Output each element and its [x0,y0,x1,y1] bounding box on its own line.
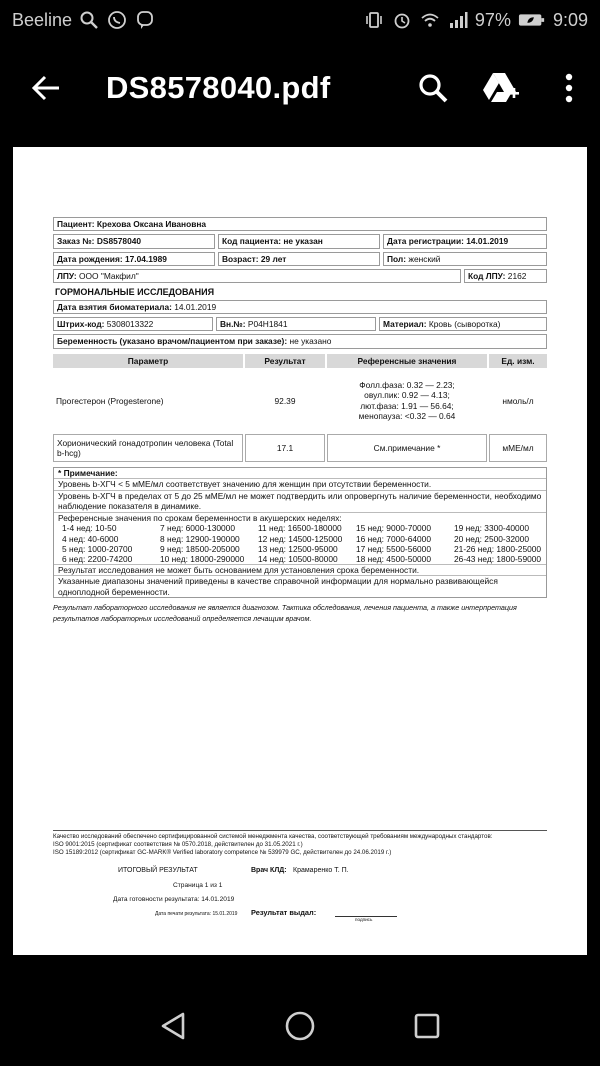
carrier-name: Beeline [12,9,73,30]
week-range: 14 нед: 10500-80000 [258,553,338,564]
viber-icon [134,9,156,31]
search-status-icon [78,9,100,31]
week-range: 8 нед: 12900-190000 [160,533,240,544]
header-ref: Референсные значения [327,354,487,368]
sample-date-field: Дата взятия биоматериала: 14.01.2019 [53,300,547,314]
week-range: 1-4 нед: 10-50 [62,523,117,534]
pregnancy-field: Беременность (указано врачом/пациентом при заказе): не указано [53,334,547,348]
print-date: Дата печати результата: 15.01.2019 [155,911,238,917]
week-range: 19 нед: 3300-40000 [454,523,529,534]
row-param: Хорионический гонадотропин человека (Total b-hcg) [53,434,243,462]
lab-report [53,217,547,624]
pdf-page[interactable] [13,147,587,955]
notes-title: * Примечание: [54,468,546,480]
row-param: Прогестерон (Progesterone) [56,395,164,406]
week-range: 17 нед: 5500-56000 [356,543,431,554]
arrow-back-icon [31,73,61,103]
week-range: 6 нед: 2200-74200 [62,553,133,564]
week-range: 7 нед: 6000-130000 [160,523,235,534]
notes-box [53,467,547,598]
header-param: Параметр [53,354,243,368]
birth-date-field: Дата рождения: 17.04.1989 [53,252,215,266]
note-line: Уровень b-ХГЧ в пределах от 5 до 25 мМЕ/мл не может подтвердить или опровергнуть наличие беременности, необходимо наблюдение показателя в динамике. [54,491,546,513]
clock: 9:09 [552,9,588,30]
sex-field: Пол: женский [383,252,547,266]
week-range: 11 нед: 16500-180000 [258,523,342,534]
signal-icon [447,9,469,31]
row-unit: нмоль/л [502,395,534,406]
row-ref: См.примечание * [327,434,487,462]
circle-home-icon [284,1010,316,1042]
note-line: Уровень b-ХГЧ < 5 мМЕ/мл соответствует значению для женщин при отсутствии беременности. [54,479,546,491]
more-vert-icon [565,73,573,103]
search-icon [417,72,449,104]
battery-percent: 97% [474,9,511,30]
weeks-title: Референсные значения по срокам беременности в акушерских неделях: [58,512,342,523]
weeks-block [54,513,546,565]
registration-date-field: Дата регистрации: 14.01.2019 [383,234,547,248]
disclaimer: Результат лабораторного исследования не является диагнозом. Тактика обследования, лечения пациента, а также интерпретация результатов лабораторных исследований определяется лечащим врачом. [53,603,517,623]
final-result-label: ИТОГОВЫЙ РЕЗУЛЬТАТ [118,867,198,874]
week-range: 16 нед: 7000-64000 [356,533,431,544]
week-range: 5 нед: 1000-20700 [62,543,133,554]
age-field: Возраст: 29 лет [218,252,380,266]
patient-code-field: Код пациента: не указан [218,234,380,248]
signature-caption: подпись [355,917,373,922]
week-range: 9 нед: 18500-205000 [160,543,240,554]
doctor-name: Крамаренко Т. П. [293,867,349,874]
add-to-drive-button[interactable] [476,56,526,120]
triangle-back-icon [159,1011,187,1041]
week-range: 12 нед: 14500-125000 [258,533,343,544]
app-bar [0,40,600,136]
week-range: 15 нед: 9000-70000 [356,523,431,534]
nav-home-button[interactable] [268,994,332,1058]
footer-line: Качество исследований обеспечено сертифицированной системой менеджмента качества, соответствующей требованиям международных стандартов: [53,833,493,840]
results-table [51,352,549,464]
header-unit: Ед. изм. [489,354,547,368]
header-result: Результат [245,354,325,368]
quality-footer [53,830,547,857]
table-row [53,370,547,432]
wifi-icon [419,9,441,31]
alarm-icon [391,9,413,31]
week-range: 10 нед: 18000-290000 [160,553,245,564]
row-result: 92.39 [274,395,296,406]
nav-back-button[interactable] [141,994,205,1058]
nav-recents-button[interactable] [395,994,459,1058]
row-unit: мМЕ/мл [489,434,547,462]
note-line: Результат исследования не может быть основанием для установления срока беременности. [54,565,546,577]
back-button[interactable] [14,56,78,120]
table-row [53,434,547,462]
footer-line: ISO 9001:2015 (сертификат соответствия № 0570.2018, действителен до 31.05.2021 г.) [53,841,303,849]
ready-date: Дата готовности результата: 14.01.2019 [113,896,235,903]
week-range: 26-43 нед: 1800-59000 [454,553,542,564]
barcode-field: Штрих-код: 5308013322 [53,317,213,331]
week-range: 21-26 нед: 1800-25000 [454,543,542,554]
internal-number-field: Вн.№: P04H1841 [216,317,376,331]
week-range: 4 нед: 40-6000 [62,533,119,544]
battery-icon [517,9,547,31]
patient-field: Пациент: Крехова Оксана Ивановна [53,217,547,231]
row-ref: Фолл.фаза: 0.32 — 2.23; овул.пик: 0.92 — 4.13; лют.фаза: 1.91 — 56.64; менопауза: <0.32 — 0.64 [358,379,456,422]
week-range: 20 нед: 2500-32000 [454,533,529,544]
whatsapp-icon [106,9,128,31]
material-field: Материал: Кровь (сыворотка) [379,317,547,331]
lpu-code-field: Код ЛПУ: 2162 [464,269,547,283]
doctor-label: Врач КЛД: [251,867,287,874]
lpu-field: ЛПУ: ООО "Макфил" [53,269,461,283]
page-counter: Страница 1 из 1 [173,882,223,889]
week-range: 18 нед: 4500-50000 [356,553,431,564]
search-button[interactable] [408,56,458,120]
status-bar [0,0,600,40]
order-field: Заказ №: DS8578040 [53,234,215,248]
more-options-button[interactable] [544,56,594,120]
document-title: DS8578040.pdf [106,70,331,105]
week-range: 13 нед: 12500-95000 [258,543,338,554]
navigation-bar [0,986,600,1066]
row-result: 17.1 [245,434,325,462]
vibrate-icon [363,9,385,31]
section-title: ГОРМОНАЛЬНЫЕ ИССЛЕДОВАНИЯ [55,287,215,297]
issued-label: Результат выдал: [251,908,317,917]
weeks-grid [58,523,542,563]
footer-line: ISO 15189:2012 (сертификат GC-MARK® Verified laboratory competence № 539979 GC, действителен до 24.06.2019 г.) [53,849,392,857]
drive-add-icon [482,71,520,105]
square-recents-icon [413,1012,441,1040]
note-line: Указанные диапазоны значений приведены в качестве справочной информации для нормально развивающейся одноплодной беременности. [58,576,498,597]
